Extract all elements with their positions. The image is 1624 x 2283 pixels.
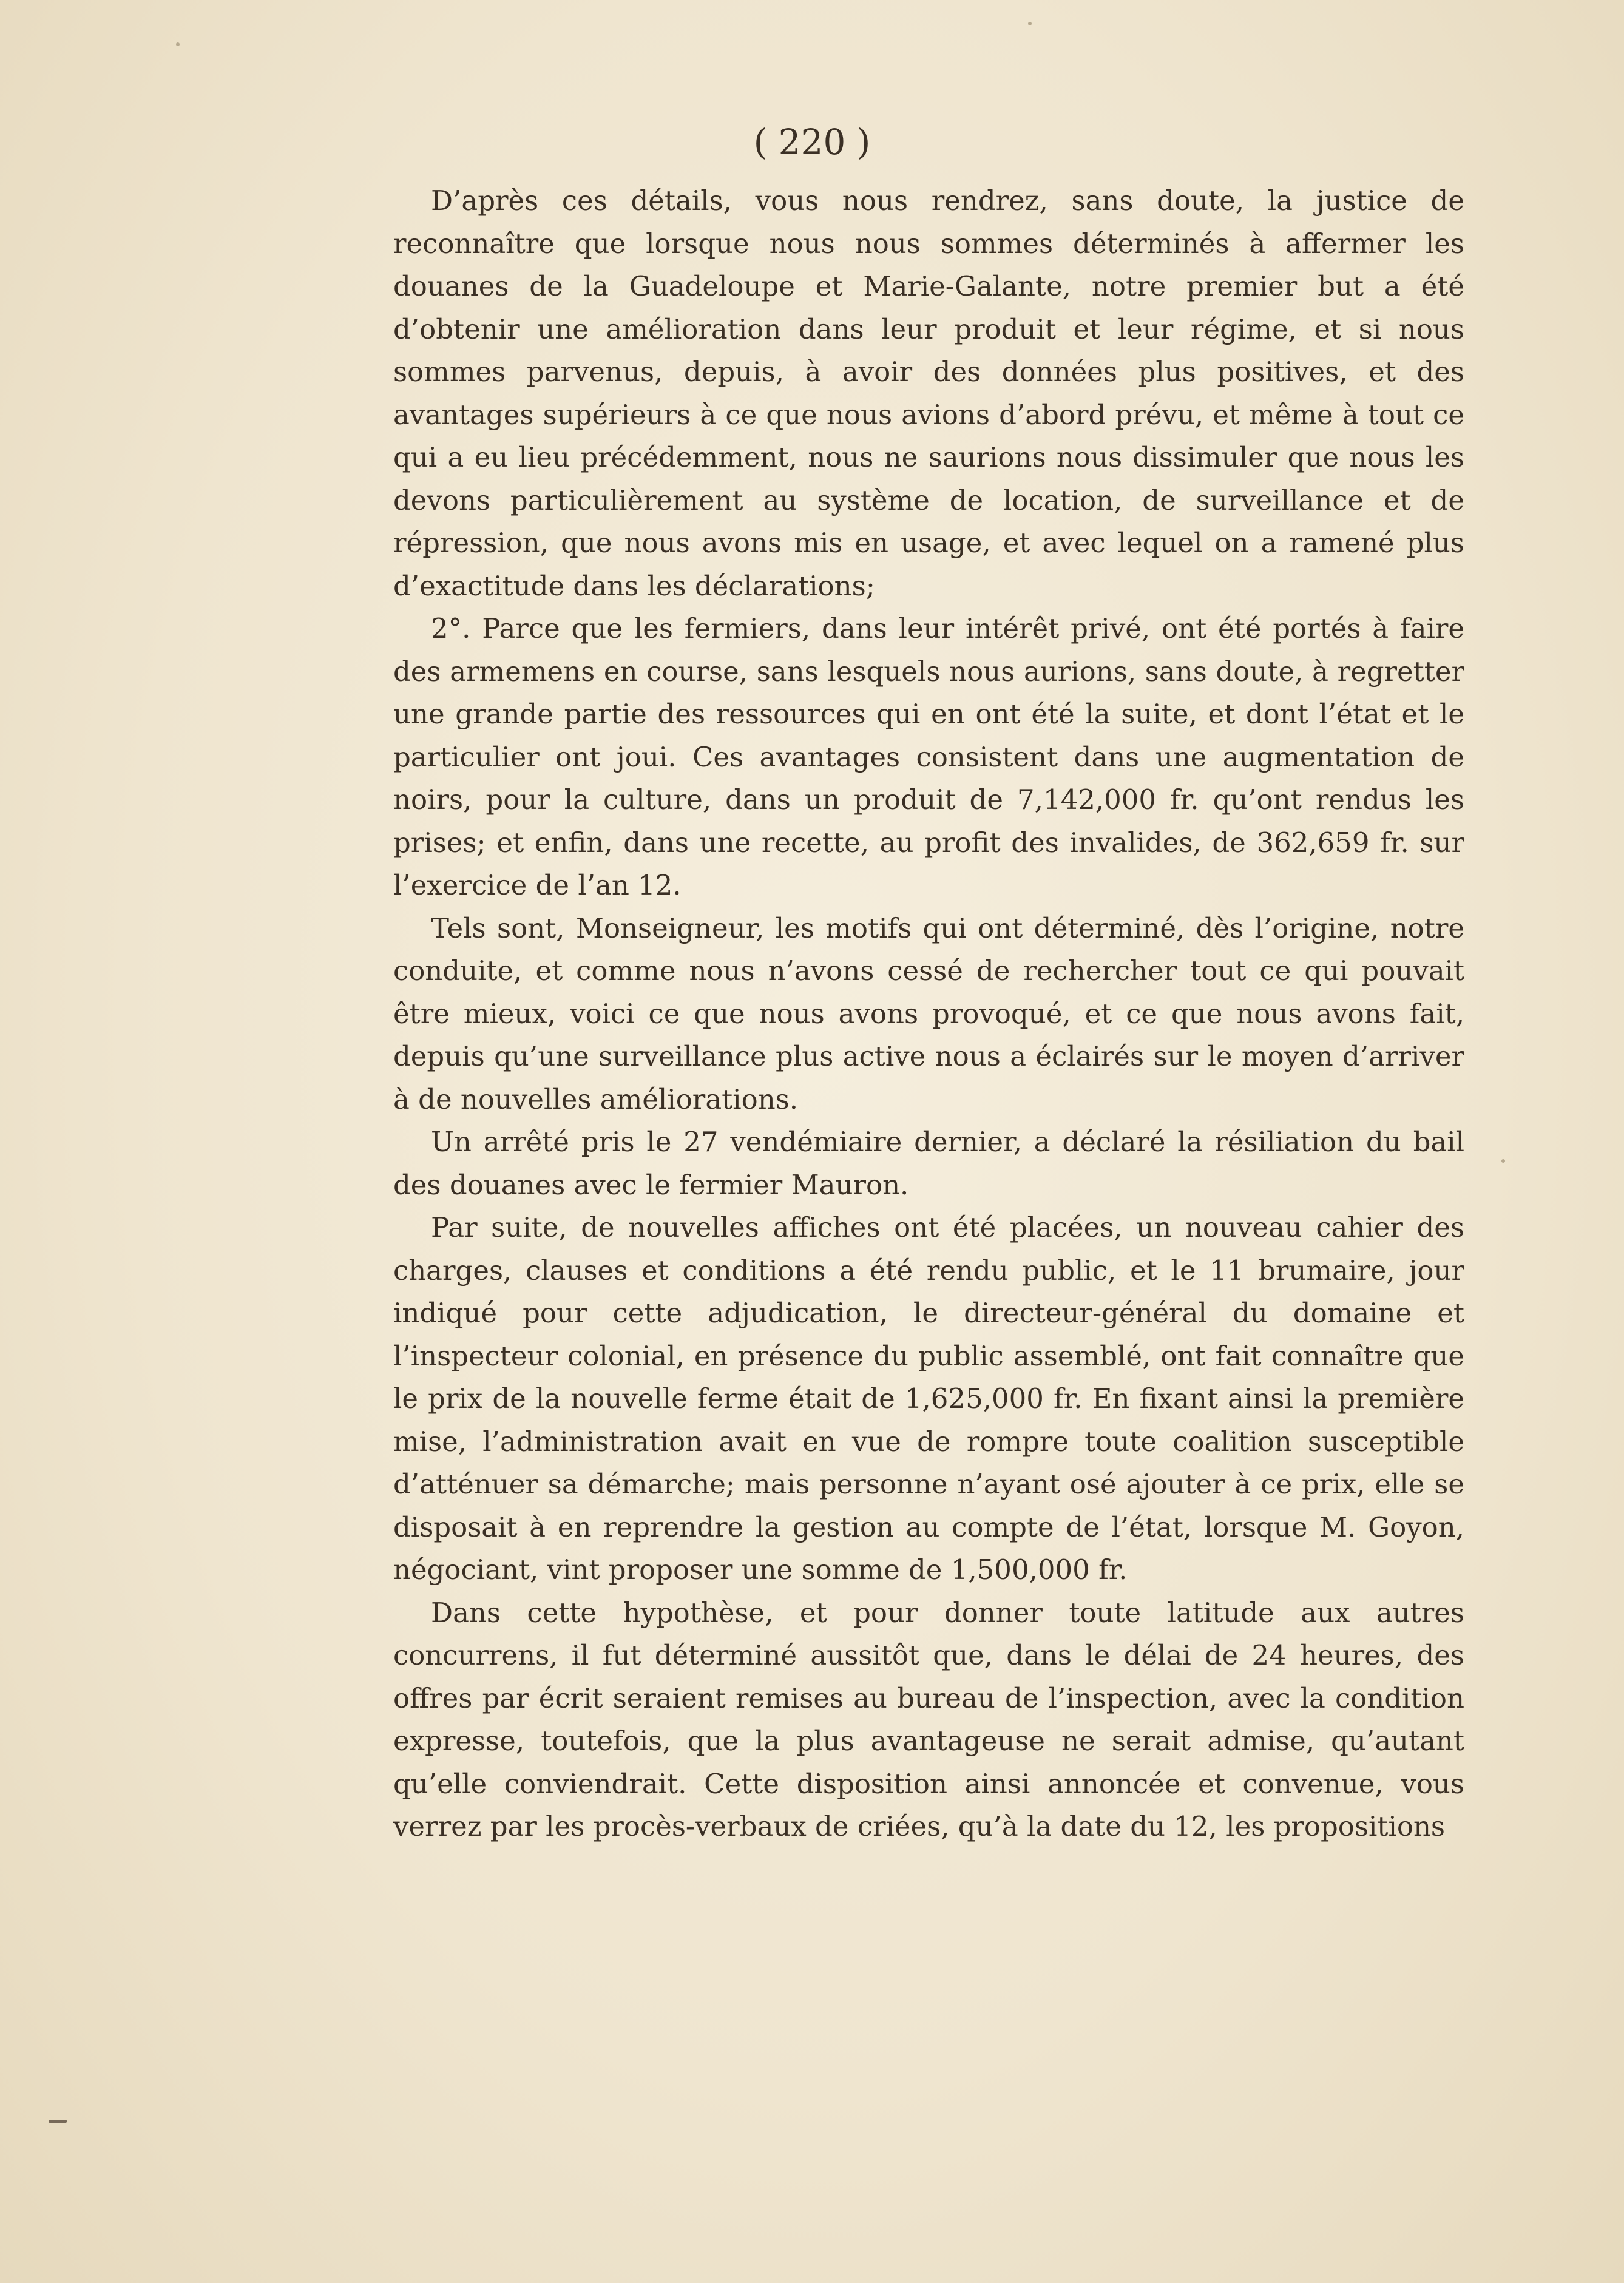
paragraph-3: Tels sont, Monseigneur, les motifs qui ont déterminé, dès l’origine, notre conduite, et comme nous n’avons cessé de rechercher tout ce qui pouvait être mieux, voici ce que nous avons provoqué, et ce que nous avons fait, depuis qu’une surveillance plus active nous a éclairés sur le moyen d’arriver à de nouvelles améliorations. xyxy=(393,912,1464,1115)
paper-speck xyxy=(1501,1159,1505,1163)
paragraph-5: Par suite, de nouvelles affiches ont été placées, un nouveau cahier des charges, clauses et conditions a été rendu public, et le 11 brumaire, jour indiqué pour cette adjudication, le directeur-général du domaine et l’inspecteur colonial, en présence du public assemblé, ont fait connaître que le prix de la nouvelle ferme était de 1,625,000 fr. En fixant ainsi la première mise, l’administration avait en vue de rompre toute coalition susceptible d’atténuer sa démarche; mais personne n’ayant osé ajouter à ce prix, elle se disposait à en reprendre la gestion au compte de l’état, lorsque M. Goyon, négociant, vint proposer une somme de 1,500,000 fr. xyxy=(393,1211,1464,1586)
paragraph-2: 2°. Parce que les fermiers, dans leur intérêt privé, ont été portés à faire des armemens en course, sans lesquels nous aurions, sans doute, à regretter une grande partie des ressources qui en ont été la suite, et dont l’état et le particulier ont joui. Ces avantages consistent dans une augmentation de noirs, pour la culture, dans un produit de 7,142,000 fr. qu’ont rendus les prises; et enfin, dans une recette, au profit des invalides, de 362,659 fr. sur l’exercice de l’an 12. xyxy=(393,612,1464,901)
ink-mark xyxy=(49,2120,67,2123)
paragraph-6: Dans cette hypothèse, et pour donner toute latitude aux autres concurrens, il fut déterminé aussitôt que, dans le délai de 24 heures, des offres par écrit seraient remises au bureau de l’inspection, avec la condition expresse, toutefois, que la plus avantageuse ne serait admise, qu’autant qu’elle conviendrait. Cette disposition ainsi annoncée et convenue, vous verrez par les procès-verbaux de criées, qu’à la date du 12, les propositions xyxy=(393,1596,1464,1842)
body-text xyxy=(393,180,1464,1848)
paragraph-1: D’après ces détails, vous nous rendrez, sans doute, la justice de reconnaître que lorsque nous nous sommes déterminés à affermer les douanes de la Guadeloupe et Marie-Galante, notre premier but a été d’obtenir une amélioration dans leur produit et leur régime, et si nous sommes parvenus, depuis, à avoir des données plus positives, et des avantages supérieurs à ce que nous avions d’abord prévu, et même à tout ce qui a eu lieu précédemment, nous ne saurions nous dissimuler que nous les devons particulièrement au système de location, de surveillance et de répression, que nous avons mis en usage, et avec lequel on a ramené plus d’exactitude dans les déclarations; xyxy=(393,184,1464,602)
page-number: ( 220 ) xyxy=(753,121,871,163)
paper-speck xyxy=(1028,22,1032,25)
paragraph-4: Un arrêté pris le 27 vendémiaire dernier, a déclaré la résiliation du bail des douanes avec le fermier Mauron. xyxy=(393,1126,1464,1201)
paper-speck xyxy=(176,42,180,46)
